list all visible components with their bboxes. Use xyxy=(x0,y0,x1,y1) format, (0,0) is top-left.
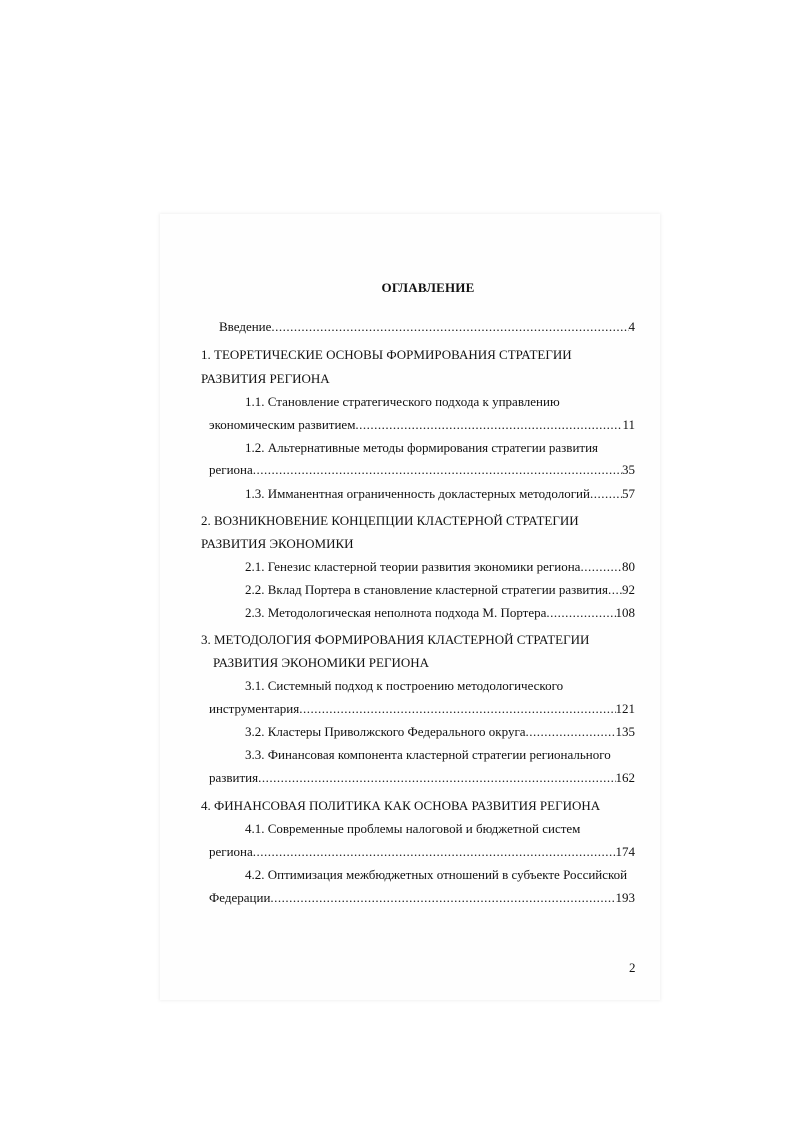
toc-entry-intro xyxy=(219,319,635,335)
toc-entry-3-1-cont xyxy=(209,701,635,717)
toc-leader-dots xyxy=(270,890,615,906)
chapter-2-heading-cont: РАЗВИТИЯ ЭКОНОМИКИ xyxy=(201,536,354,551)
toc-leader-dots xyxy=(258,770,615,786)
toc-entry-4-2: 4.2. Оптимизация межбюджетных отношений в субъекте Российской xyxy=(245,867,628,882)
toc-page-number: 92 xyxy=(622,582,635,597)
toc-entry-3-3-cont xyxy=(209,770,635,786)
chapter-2-heading: 2. ВОЗНИКНОВЕНИЕ КОНЦЕПЦИИ КЛАСТЕРНОЙ СТРАТЕГИИ xyxy=(201,513,579,528)
toc-page-number: 4 xyxy=(628,319,635,334)
chapter-3-heading: 3. МЕТОДОЛОГИЯ ФОРМИРОВАНИЯ КЛАСТЕРНОЙ СТРАТЕГИИ xyxy=(201,632,590,647)
toc-entry-label: экономическим развитием xyxy=(209,417,356,432)
toc-entry-label: развития xyxy=(209,770,259,785)
toc-entry-1-2-cont xyxy=(209,462,635,478)
toc-page-number: 108 xyxy=(615,605,635,620)
toc-page-number: 174 xyxy=(615,844,635,859)
toc-page-number: 162 xyxy=(615,770,635,785)
toc-entry-2-2 xyxy=(245,582,635,598)
toc-leader-dots xyxy=(590,486,622,502)
toc-leader-dots xyxy=(608,582,622,598)
toc-entry-2-3 xyxy=(245,605,635,621)
toc-leader-dots xyxy=(253,462,622,478)
toc-page-number: 57 xyxy=(622,486,635,501)
toc-page-number: 121 xyxy=(615,701,635,716)
toc-leader-dots xyxy=(526,724,616,740)
toc-leader-dots xyxy=(299,701,615,717)
toc-entry-1-1: 1.1. Становление стратегического подхода к управлению xyxy=(245,394,560,409)
toc-leader-dots xyxy=(546,605,615,621)
toc-leader-dots xyxy=(355,417,622,433)
toc-entry-1-1-cont xyxy=(209,417,635,433)
toc-entry-label: региона xyxy=(209,844,253,859)
toc-entry-label: Введение xyxy=(219,319,272,334)
toc-page-number: 80 xyxy=(622,559,635,574)
toc-entry-label: 2.1. Генезис кластерной теории развития экономики региона xyxy=(245,559,581,574)
toc-entry-label: инструментария xyxy=(209,701,300,716)
toc-entry-2-1 xyxy=(245,559,635,575)
toc-entry-1-2: 1.2. Альтернативные методы формирования стратегии развития xyxy=(245,440,599,455)
toc-leader-dots xyxy=(253,844,616,860)
toc-entry-label: 2.2. Вклад Портера в становление кластерной стратегии развития xyxy=(245,582,608,597)
toc-entry-4-1: 4.1. Современные проблемы налоговой и бюджетной систем xyxy=(245,821,581,836)
toc-entry-label: 3.2. Кластеры Приволжского Федерального округа xyxy=(245,724,526,739)
toc-page-number: 135 xyxy=(615,724,635,739)
toc-entry-4-1-cont xyxy=(209,844,635,860)
toc-page-number: 193 xyxy=(615,890,635,905)
toc-entry-label: Федерации xyxy=(209,890,271,905)
chapter-1-heading: 1. ТЕОРЕТИЧЕСКИЕ ОСНОВЫ ФОРМИРОВАНИЯ СТРАТЕГИИ xyxy=(201,347,572,362)
toc-entry-1-3 xyxy=(245,486,635,502)
page-number: 2 xyxy=(629,960,636,975)
chapter-3-heading-cont: РАЗВИТИЯ ЭКОНОМИКИ РЕГИОНА xyxy=(213,655,430,670)
toc-entry-label: 2.3. Методологическая неполнота подхода М. Портера xyxy=(245,605,547,620)
toc-title: ОГЛАВЛЕНИЕ xyxy=(381,280,475,295)
toc-page-number: 35 xyxy=(622,462,635,477)
chapter-1-heading-cont: РАЗВИТИЯ РЕГИОНА xyxy=(201,371,330,386)
toc-entry-label: региона xyxy=(209,462,253,477)
chapter-4-heading: 4. ФИНАНСОВАЯ ПОЛИТИКА КАК ОСНОВА РАЗВИТИЯ РЕГИОНА xyxy=(201,798,601,813)
toc-entry-3-3: 3.3. Финансовая компонента кластерной стратегии регионального xyxy=(245,747,611,762)
toc-entry-3-1: 3.1. Системный подход к построению методологического xyxy=(245,678,564,693)
toc-entry-label: 1.3. Имманентная ограниченность докластерных методологий xyxy=(245,486,590,501)
toc-entry-3-2 xyxy=(245,724,635,740)
toc-leader-dots xyxy=(580,559,622,575)
toc-entry-4-2-cont xyxy=(209,890,635,906)
toc-page-number: 11 xyxy=(622,417,635,432)
toc-leader-dots xyxy=(271,319,628,335)
